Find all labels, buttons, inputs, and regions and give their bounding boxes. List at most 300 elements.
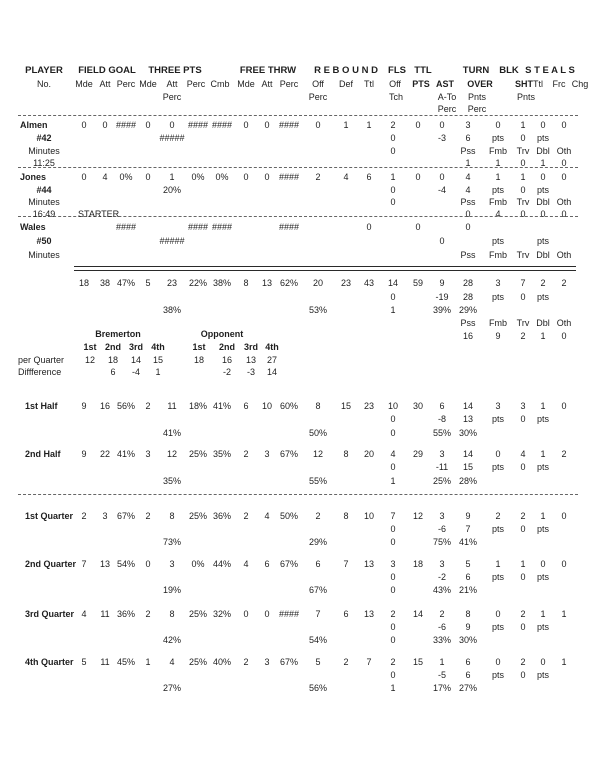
cell-rb-def: 23: [340, 278, 352, 288]
cell-frc: 1: [540, 401, 546, 411]
qtr-diff: -2: [222, 367, 232, 377]
header-ttl: TTL: [414, 65, 432, 76]
cell-ft-perc: ####: [278, 609, 300, 619]
qtr-score: 13: [245, 355, 257, 365]
cell-fls-3: 1: [390, 683, 396, 693]
qtr-header: 1st: [192, 342, 206, 352]
minutes-label: Minutes: [28, 250, 60, 260]
cell-tp-mde: 1: [145, 657, 151, 667]
cell-ft-mde: 0: [243, 172, 249, 182]
cell-stl: 3: [520, 401, 526, 411]
cell-ast-a-to: -5: [437, 670, 447, 680]
cell-blk-pnts: 0: [520, 524, 526, 534]
cell-fg-att: 3: [102, 511, 108, 521]
cell-fls: 1: [390, 172, 396, 182]
cell-rb-ttl: 1: [366, 120, 372, 130]
cell-frc: 1: [540, 511, 546, 521]
to-breakdown-label: Dbl: [536, 146, 550, 156]
cell-ft-att: 0: [264, 172, 270, 182]
cell-to: 14: [462, 401, 474, 411]
cell-stl: 1: [520, 172, 526, 182]
cell-fls-3: 0: [390, 585, 396, 595]
header-ast-a-to: A-To: [437, 92, 457, 102]
cell-to-pnts: 28: [462, 292, 474, 302]
cell-fg-mde: 4: [81, 609, 87, 619]
cell-to: 28: [462, 278, 474, 288]
cell-to-breakdown: 16: [462, 331, 474, 341]
to-breakdown-label: Oth: [556, 146, 572, 156]
cell-tp-att: 0: [169, 120, 175, 130]
cell-ast: 3: [439, 449, 445, 459]
cell-tp-cmb: 36%: [212, 511, 232, 521]
cell-chg: 0: [561, 401, 567, 411]
pts-label: pts: [491, 670, 505, 680]
cell-fg-att: 13: [99, 559, 111, 569]
header-pts: PTS: [412, 79, 430, 89]
cell-ast-a-to: -19: [435, 292, 449, 302]
player-number: #50: [36, 236, 52, 246]
to-breakdown-label: Dbl: [536, 318, 550, 328]
cell-to-breakdown: 0: [561, 331, 567, 341]
row-label-per-quarter: per Quarter: [18, 355, 65, 365]
cell-blk: 3: [495, 401, 501, 411]
to-breakdown-label: Pss: [460, 146, 476, 156]
cell-rb-def: 6: [343, 609, 349, 619]
header-ast: AST: [436, 79, 454, 89]
cell-ft-perc: 62%: [279, 278, 299, 288]
cell-tp-att: 11: [167, 401, 177, 411]
cell-tp-cmb: 32%: [212, 609, 232, 619]
pts-label: pts: [536, 292, 550, 302]
cell-stl: 2: [520, 609, 526, 619]
cell-tp-att: 8: [169, 511, 175, 521]
player-name: Wales: [20, 222, 46, 232]
cell-fls-tch: 0: [390, 524, 396, 534]
cell-ft-mde: 4: [243, 559, 249, 569]
cell-frc: 2: [540, 278, 546, 288]
pts-label: pts: [536, 414, 550, 424]
to-breakdown-label: Trv: [516, 318, 530, 328]
cell-to-breakdown: 1: [540, 158, 546, 168]
pts-label: pts: [491, 236, 505, 246]
qtr-header: 4th: [265, 342, 279, 352]
cell-chg: 1: [561, 657, 567, 667]
cell-blk: 1: [495, 172, 501, 182]
header-fg-perc: Perc: [116, 79, 136, 89]
cell-tp-perc: 25%: [188, 609, 208, 619]
cell-rb-ttl: 20: [363, 449, 375, 459]
header-rb-off-perc: Perc: [308, 92, 328, 102]
cell-tp-cmb: 35%: [212, 449, 232, 459]
cell-to: 9: [465, 511, 471, 521]
cell-pts: 14: [412, 609, 424, 619]
cell-pts: 0: [415, 120, 421, 130]
cell-frc: 1: [540, 449, 546, 459]
period-label: 1st Half: [25, 401, 58, 411]
cell-ft-mde: 2: [243, 511, 249, 521]
cell-ast-perc: 39%: [432, 305, 452, 315]
cell-chg: 0: [561, 511, 567, 521]
pts-label: pts: [491, 185, 505, 195]
header-to-perc: Perc: [467, 104, 487, 114]
cell-rb-off-perc: 54%: [308, 635, 328, 645]
cell-fls-tch: 0: [390, 292, 396, 302]
cell-rb-def: 7: [343, 559, 349, 569]
cell-fg-mde: 9: [81, 449, 87, 459]
pts-label: pts: [536, 185, 550, 195]
qtr-score: 27: [266, 355, 278, 365]
cell-fg-perc: 36%: [116, 609, 136, 619]
cell-tp-att: 1: [169, 172, 175, 182]
cell-rb-ttl: 43: [363, 278, 375, 288]
header-sht: SHT: [515, 79, 533, 89]
cell-to-breakdown: 2: [520, 331, 526, 341]
cell-ast: 0: [439, 120, 445, 130]
cell-rb-off: 2: [315, 172, 321, 182]
header-rebound: R E B O U N D: [314, 65, 378, 76]
cell-tp-att-perc: #####: [159, 236, 185, 246]
minutes-label: Minutes: [28, 197, 60, 207]
cell-stl: 1: [520, 559, 526, 569]
pts-label: pts: [491, 292, 505, 302]
cell-fg-mde: 0: [81, 120, 87, 130]
cell-fg-perc: ####: [115, 120, 137, 130]
cell-tp-att-perc: 73%: [162, 537, 182, 547]
team-title-opponent: Opponent: [200, 329, 244, 339]
cell-chg: 1: [561, 609, 567, 619]
cell-ft-perc: 67%: [279, 449, 299, 459]
cell-chg: 0: [561, 120, 567, 130]
cell-to-pnts: 6: [465, 133, 471, 143]
period-label: 1st Quarter: [25, 511, 74, 521]
pts-label: pts: [491, 414, 505, 424]
cell-ft-mde: 2: [243, 449, 249, 459]
header-rb-ttl: Ttl: [364, 79, 374, 89]
cell-chg: 2: [561, 278, 567, 288]
cell-rb-off: 12: [312, 449, 324, 459]
cell-to-breakdown: 0: [465, 209, 471, 219]
cell-fg-mde: 9: [81, 401, 87, 411]
cell-fls-tch: 0: [390, 133, 396, 143]
cell-ast-perc: 43%: [432, 585, 452, 595]
header-ft-mde: Mde: [237, 79, 255, 89]
header-fls-off: Off: [389, 79, 401, 89]
cell-blk-pnts: 0: [520, 622, 526, 632]
cell-fg-perc: 0%: [119, 172, 133, 182]
cell-rb-ttl: 23: [363, 401, 375, 411]
period-label: 3rd Quarter: [25, 609, 75, 619]
cell-tp-cmb: 44%: [212, 559, 232, 569]
cell-to-perc: 41%: [458, 537, 478, 547]
cell-pts: 59: [412, 278, 424, 288]
cell-to-pnts: 15: [462, 462, 474, 472]
cell-pts: 30: [412, 401, 424, 411]
to-breakdown-label: Trv: [516, 197, 530, 207]
cell-ast-a-to: -6: [437, 622, 447, 632]
cell-to-perc: 29%: [458, 305, 478, 315]
cell-tp-att-perc: 41%: [162, 428, 182, 438]
cell-rb-off: 2: [315, 511, 321, 521]
cell-blk: 2: [495, 511, 501, 521]
cell-to: 8: [465, 609, 471, 619]
cell-ast: 0: [439, 172, 445, 182]
cell-tp-perc: 25%: [188, 657, 208, 667]
cell-tp-perc: 22%: [188, 278, 208, 288]
cell-fg-att: 11: [100, 609, 110, 619]
cell-blk: 0: [495, 609, 501, 619]
header-stl-frc: Frc: [552, 79, 566, 89]
cell-ast-a-to: -8: [437, 414, 447, 424]
cell-tp-cmb: ####: [211, 120, 233, 130]
qtr-header: 2nd: [218, 342, 236, 352]
cell-tp-att: 12: [166, 449, 178, 459]
cell-pts: 18: [412, 559, 424, 569]
cell-rb-ttl: 0: [366, 222, 372, 232]
cell-stl: 2: [520, 511, 526, 521]
cell-stl: 4: [520, 449, 526, 459]
to-breakdown-label: Dbl: [536, 197, 550, 207]
cell-tp-att-perc: 20%: [162, 185, 182, 195]
cell-fg-mde: 2: [81, 511, 87, 521]
to-breakdown-label: Fmb: [489, 146, 507, 156]
cell-rb-off: 7: [315, 609, 321, 619]
pts-label: pts: [491, 524, 505, 534]
cell-rb-ttl: 13: [363, 609, 375, 619]
cell-tp-cmb: 0%: [215, 172, 229, 182]
cell-rb-off-perc: 53%: [308, 305, 328, 315]
cell-rb-off: 0: [315, 120, 321, 130]
cell-to: 6: [465, 657, 471, 667]
cell-to-perc: 21%: [458, 585, 478, 595]
cell-stl: 2: [520, 657, 526, 667]
cell-blk: 0: [495, 657, 501, 667]
pts-label: pts: [536, 524, 550, 534]
cell-ast: 3: [439, 559, 445, 569]
cell-ft-mde: 0: [243, 609, 249, 619]
cell-ast-perc: 33%: [432, 635, 452, 645]
cell-blk-pnts: 0: [520, 185, 526, 195]
cell-to-pnts: 7: [465, 524, 471, 534]
cell-blk-pnts: 0: [520, 414, 526, 424]
cell-ft-att: 13: [261, 278, 273, 288]
minutes-value: 16:49: [32, 209, 56, 219]
cell-rb-def: 15: [340, 401, 352, 411]
header-fls-tch: Tch: [388, 92, 404, 102]
cell-to-breakdown: 1: [540, 331, 546, 341]
to-breakdown-label: Fmb: [489, 318, 507, 328]
cell-tp-perc: 25%: [188, 511, 208, 521]
cell-fg-att: 11: [100, 657, 110, 667]
cell-tp-perc: 0%: [191, 559, 205, 569]
cell-ft-att: 3: [264, 657, 270, 667]
cell-to-breakdown: 0: [540, 209, 546, 219]
cell-blk: 0: [495, 449, 501, 459]
pts-label: pts: [491, 462, 505, 472]
cell-ast-a-to: -6: [437, 524, 447, 534]
header-field-goal: FIELD GOAL: [78, 65, 136, 76]
cell-fg-mde: 5: [81, 657, 87, 667]
cell-ast: 1: [439, 657, 445, 667]
cell-fls-tch: 0: [390, 670, 396, 680]
pts-label: pts: [491, 133, 505, 143]
cell-ft-perc: 60%: [279, 401, 299, 411]
cell-blk-pnts: 0: [520, 133, 526, 143]
cell-tp-perc: 0%: [191, 172, 205, 182]
cell-frc: 1: [540, 609, 546, 619]
pts-label: pts: [536, 572, 550, 582]
cell-rb-ttl: 10: [363, 511, 375, 521]
cell-chg: 0: [561, 559, 567, 569]
cell-to-breakdown: 4: [495, 209, 501, 219]
qtr-score: 18: [107, 355, 119, 365]
cell-blk: 0: [495, 120, 501, 130]
header-tp-cmb: Cmb: [210, 79, 230, 89]
player-name: Jones: [20, 172, 47, 182]
cell-rb-def: 2: [343, 657, 349, 667]
cell-pts: 29: [412, 449, 424, 459]
cell-chg: 2: [561, 449, 567, 459]
qtr-header: 2nd: [104, 342, 122, 352]
cell-fg-mde: 0: [81, 172, 87, 182]
cell-rb-def: 8: [343, 449, 349, 459]
cell-fls-3: 1: [390, 476, 396, 486]
cell-ft-att: 6: [264, 559, 270, 569]
cell-ast-a-to: -11: [435, 462, 449, 472]
cell-tp-cmb: 41%: [212, 401, 232, 411]
cell-tp-perc: ####: [187, 222, 209, 232]
header-to-pnts: Pnts: [467, 92, 487, 102]
qtr-header: 3rd: [128, 342, 144, 352]
cell-fls: 7: [390, 511, 396, 521]
cell-fg-perc: 56%: [116, 401, 136, 411]
header-no: No.: [36, 79, 52, 89]
to-breakdown-label: Trv: [516, 250, 530, 260]
cell-fg-perc: 45%: [116, 657, 136, 667]
cell-ft-mde: 6: [243, 401, 249, 411]
cell-rb-def: 8: [343, 511, 349, 521]
cell-fls-3: 0: [390, 537, 396, 547]
header-over: OVER: [467, 79, 493, 89]
minutes-label: Minutes: [28, 146, 60, 156]
cell-to-pnts: 4: [465, 185, 471, 195]
qtr-header: 1st: [83, 342, 97, 352]
cell-tp-att-perc: 27%: [162, 683, 182, 693]
cell-to-breakdown: 0: [561, 158, 567, 168]
cell-frc: 0: [540, 172, 546, 182]
cell-blk-pnts: 0: [520, 292, 526, 302]
cell-to: 5: [465, 559, 471, 569]
header-rb-def: Def: [338, 79, 354, 89]
cell-tp-mde: 2: [145, 609, 151, 619]
cell-chg: 0: [561, 172, 567, 182]
cell-fls-3: 0: [390, 428, 396, 438]
cell-blk-pnts: 0: [520, 670, 526, 680]
cell-fg-perc: 67%: [116, 511, 136, 521]
player-number: #42: [36, 133, 52, 143]
cell-fg-perc: 47%: [116, 278, 136, 288]
cell-blk-pnts: 0: [520, 462, 526, 472]
cell-to: 3: [465, 120, 471, 130]
cell-tp-att-perc: 38%: [162, 305, 182, 315]
cell-tp-mde: 0: [145, 120, 151, 130]
qtr-score: 12: [84, 355, 96, 365]
cell-fls-3: 0: [390, 635, 396, 645]
cell-ast-a-to: 0: [439, 236, 445, 246]
to-breakdown-label: Oth: [556, 197, 572, 207]
qtr-diff: 14: [266, 367, 278, 377]
cell-ast-perc: 55%: [432, 428, 452, 438]
cell-to-pnts: 9: [465, 622, 471, 632]
to-breakdown-label: Fmb: [489, 250, 507, 260]
cell-to: 0: [465, 222, 471, 232]
cell-tp-perc: ####: [187, 120, 209, 130]
player-number: #44: [36, 185, 52, 195]
cell-tp-att: 23: [166, 278, 178, 288]
cell-to: 4: [465, 172, 471, 182]
header-fg-mde: Mde: [75, 79, 93, 89]
cell-ast: 9: [439, 278, 445, 288]
cell-to-pnts: 6: [465, 572, 471, 582]
qtr-header: 3rd: [243, 342, 259, 352]
cell-tp-mde: 3: [145, 449, 151, 459]
pts-label: pts: [491, 622, 505, 632]
cell-to-breakdown: 0: [520, 209, 526, 219]
header-rb-off: Off: [312, 79, 324, 89]
to-breakdown-label: Pss: [460, 197, 476, 207]
qtr-score: 18: [193, 355, 205, 365]
header-ast-perc: Perc: [437, 104, 457, 114]
cell-tp-att-perc: 35%: [162, 476, 182, 486]
cell-ft-att: 0: [264, 120, 270, 130]
cell-tp-att: 4: [169, 657, 175, 667]
pts-label: pts: [491, 572, 505, 582]
cell-frc: 0: [540, 657, 546, 667]
cell-tp-mde: 2: [145, 401, 151, 411]
cell-blk: 1: [495, 559, 501, 569]
cell-ft-att: 0: [264, 609, 270, 619]
cell-to-pnts: 6: [465, 670, 471, 680]
header-stl-chg: Chg: [571, 79, 589, 89]
to-breakdown-label: Pss: [460, 250, 476, 260]
cell-ft-mde: 0: [243, 120, 249, 130]
cell-fls-tch: 0: [390, 185, 396, 195]
to-breakdown-label: Dbl: [536, 250, 550, 260]
cell-ft-att: 3: [264, 449, 270, 459]
header-tp-att: Att: [166, 79, 178, 89]
cell-rb-def: 4: [343, 172, 349, 182]
cell-rb-off: 8: [315, 401, 321, 411]
team-title-bremerton: Bremerton: [95, 329, 141, 339]
cell-ft-att: 10: [261, 401, 273, 411]
cell-tp-perc: 25%: [188, 449, 208, 459]
cell-to-breakdown: 0: [520, 158, 526, 168]
qtr-score: 14: [130, 355, 142, 365]
cell-fg-perc: 54%: [116, 559, 136, 569]
cell-fls-3: 0: [390, 146, 396, 156]
qtr-header: 4th: [151, 342, 165, 352]
cell-to: 14: [462, 449, 474, 459]
pts-label: pts: [536, 236, 550, 246]
cell-rb-ttl: 7: [366, 657, 372, 667]
cell-tp-cmb: 40%: [212, 657, 232, 667]
qtr-score: 16: [221, 355, 233, 365]
cell-fg-perc: ####: [115, 222, 137, 232]
cell-ast-a-to: -4: [437, 185, 447, 195]
header-tp-perc: Perc: [186, 79, 206, 89]
period-label: 2nd Half: [25, 449, 61, 459]
cell-pts: 0: [415, 172, 421, 182]
header-fls: FLS: [388, 65, 406, 76]
